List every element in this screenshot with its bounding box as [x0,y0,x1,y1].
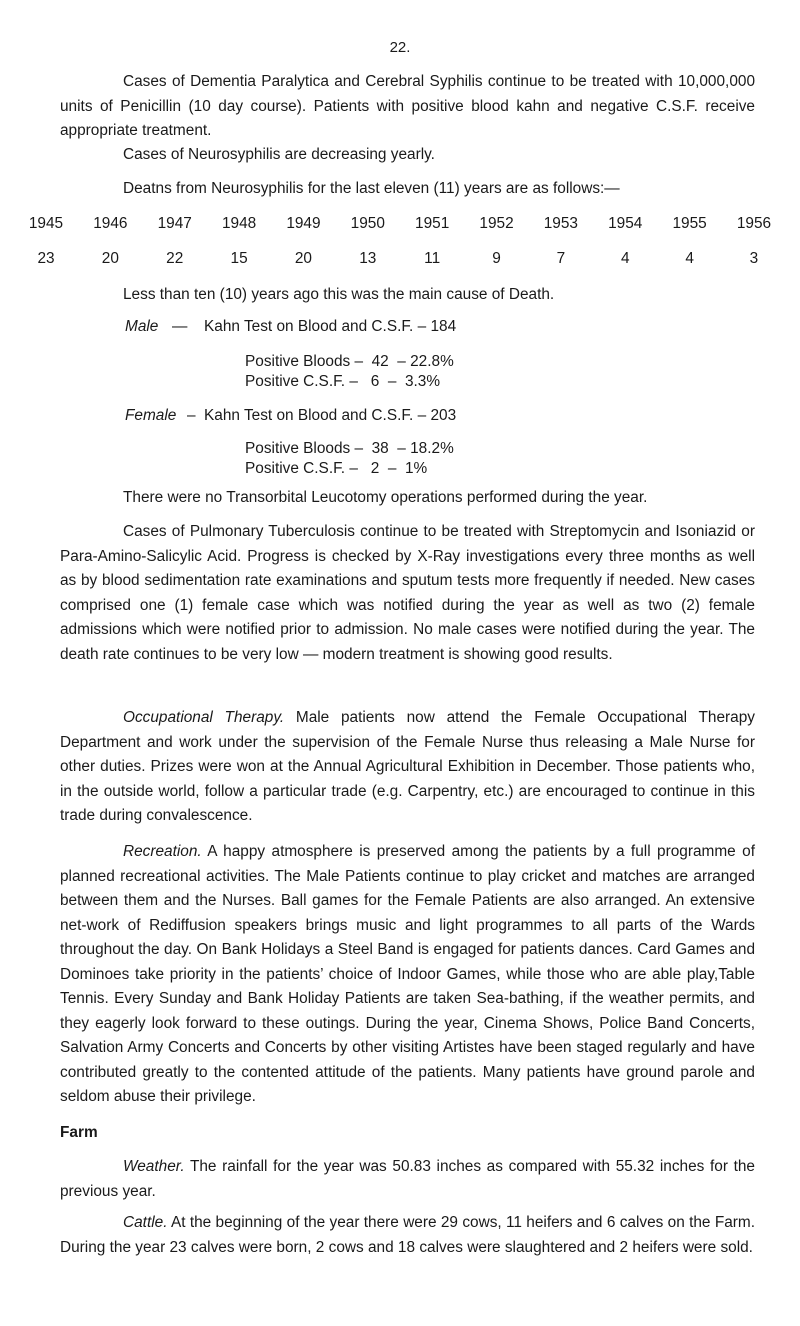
cattle-title: Cattle. [123,1214,168,1231]
death-count-cell: 22 [166,250,184,267]
occupational-therapy-title: Occupational Therapy. [123,709,285,726]
year-cell: 1950 [350,215,385,232]
year-cell: 1956 [736,215,772,232]
year-cell: 1951 [415,215,450,232]
recreation-text: A happy atmosphere is preserved among the patients by a full programme of planned recreational activities. The Male Patients continue to play cricket and matches are arranged between them and the Nurses. Ball games for the Female Patients are also arranged. An extensive net-work of Rediffusion speakers brings music and light programmes to all parts of the Wards throughout the day. On Bank Holidays a Steel Band is engaged for patients dances. Card Games and Dominoes take priority in the patients’ choice of Indoor Games, while those who are able play,Table Tennis. Every Sunday and Bank Holiday Patients are taken Sea-bathing, if the weather permits, and they eagerly look forward to these outings. During the year, Cinema Shows, Police Band Concerts, Salvation Army Concerts and Concerts by other visiting Artistes have been staged regularly and have contributed greatly to the contented attitude of the patients. Many patients have ground parole and seldom abuse their privilege. [60,843,755,1105]
death-count-cell: 4 [685,250,694,267]
female-positive-csf: Positive C.S.F. – 2 – 1% [245,460,428,477]
weather-text: The rainfall for the year was 50.83 inches as compared with 55.32 inches for the previous year. [60,1158,755,1200]
female-dash: – [187,407,196,424]
male-label: Male [125,318,159,335]
male-positive-bloods: Positive Bloods – 42 – 22.8% [245,353,454,370]
year-cell: 1949 [286,215,321,232]
paragraph-decreasing: Cases of Neurosyphilis are decreasing yearly. [123,146,435,163]
death-count-cell: 7 [556,250,566,267]
death-count-cell: 3 [749,250,759,267]
paragraph-deaths-intro: Deatns from Neurosyphilis for the last eleven (11) years are as follows:— [123,180,620,197]
female-label: Female [125,407,177,424]
paragraph-dementia: Cases of Dementia Paralytica and Cerebral Syphilis continue to be treated with 10,000,000 units of Penicillin (10 day course). Patients with positive blood kahn and negative C.S.F. receive appropriate treatment. [60,73,755,139]
male-positive-csf: Positive C.S.F. – 6 – 3.3% [245,373,441,390]
death-count-cell: 20 [101,250,119,267]
year-cell: 1948 [221,215,257,232]
paragraph-recreation [60,840,755,1110]
year-cell: 1945 [28,215,64,232]
death-count-cell: 9 [492,250,501,267]
recreation-title: Recreation. [123,843,202,860]
paragraph-occupational-therapy [60,706,755,829]
death-table-years-row [24,212,776,237]
female-positive-bloods: Positive Bloods – 38 – 18.2% [245,440,454,457]
year-cell: 1952 [479,215,514,232]
paragraph-tuberculosis: Cases of Pulmonary Tuberculosis continue to be treated with Streptomycin and Isoniazid or Para-Amino-Salicylic Acid. Progress is checked by X-Ray investigations every three months as well as by blood sedimentation rate examinations and sputum tests more frequently if needed. New cases comprised one (1) female case which was notified during the year as well as two (2) female admissions which were notified prior to admission. No male cases were notified during the year. The death rate continues to be very low — modern treatment is showing good results. [60,523,755,663]
female-kahn-test: Kahn Test on Blood and C.S.F. – 203 [204,407,457,424]
death-count-cell: 4 [620,250,630,267]
paragraph-weather [60,1155,755,1204]
year-cell: 1947 [157,215,192,232]
death-count-cell: 13 [359,250,377,267]
paragraph-cattle [60,1211,755,1260]
year-cell: 1955 [672,215,707,232]
death-table-deaths-row [24,247,776,272]
male-kahn-test: Kahn Test on Blood and C.S.F. – 184 [204,318,457,335]
paragraph-less-than: Less than ten (10) years ago this was the main cause of Death. [123,286,555,303]
death-count-cell: 11 [424,250,441,267]
weather-title: Weather. [123,1158,185,1175]
death-count-cell: 23 [37,250,55,267]
male-dash: — [172,318,188,335]
occupational-therapy-text: Male patients now attend the Female Occupational Therapy Department and work under the supervision of the Female Nurse thus releasing a Male Nurse for other duties. Prizes were won at the Annual Agricultural Exhibition in December. Those patients who, in the outside world, follow a particular trade (e.g. Carpentry, etc.) are encouraged to continue in this trade during convalescence. [60,709,755,824]
death-count-cell: 15 [230,250,248,267]
year-cell: 1953 [543,215,578,232]
paragraph-leucotomy: There were no Transorbital Leucotomy operations performed during the year. [123,489,648,506]
cattle-text: At the beginning of the year there were 29 cows, 11 heifers and 6 calves on the Farm. During the year 23 calves were born, 2 cows and 18 calves were slaughtered and 2 heifers were sold. [60,1214,755,1256]
death-count-cell: 20 [294,250,312,267]
year-cell: 1954 [608,215,643,232]
page-number: 22. [389,39,411,56]
farm-heading: Farm [60,1124,98,1141]
year-cell: 1946 [93,215,128,232]
